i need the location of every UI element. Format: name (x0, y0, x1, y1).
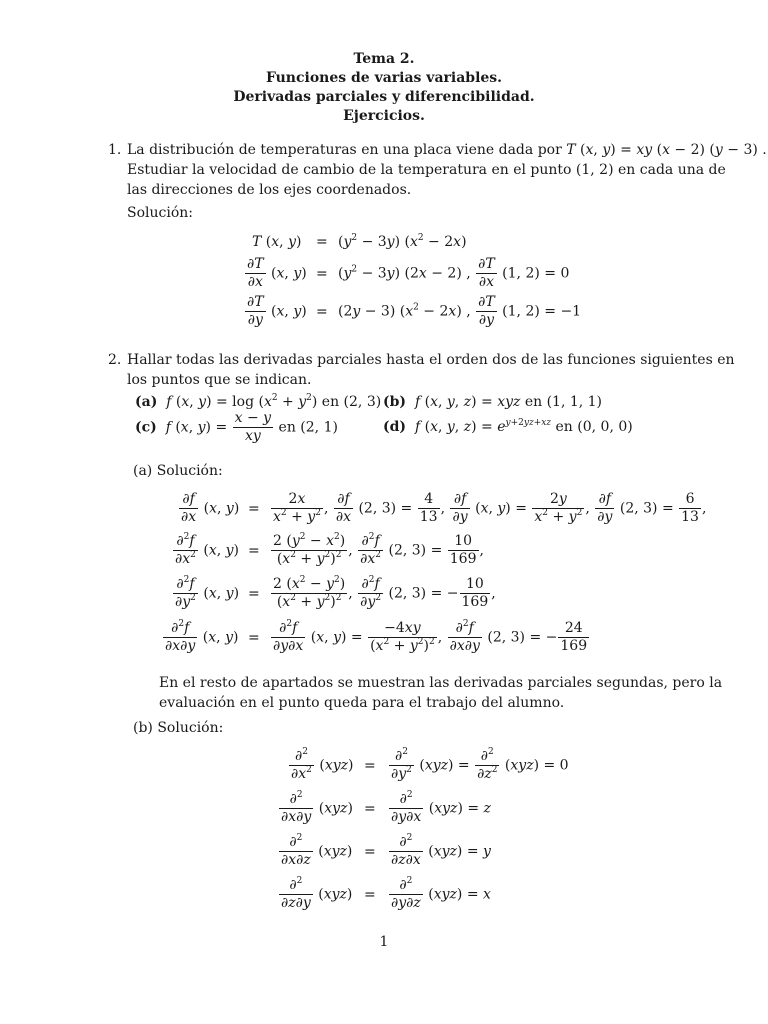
exercise-1-solution-label: Solución: (127, 205, 193, 221)
eqb-rhs-2: $\frac{\partial^2}{\partial y\partial x}$ (xyz) = z (391, 790, 491, 825)
eq1-lhs-1: T (x, y) (252, 234, 302, 250)
eqa-eq-2: = (248, 543, 260, 559)
eqa-lhs-3: $\frac{\partial^2f}{\partial y^2}$ (x, y) (175, 575, 240, 610)
eqb-eq-3: = (364, 844, 376, 860)
title-tema: Tema 2. (353, 51, 415, 67)
exercise-1-text-b: Estudiar la velocidad de cambio de la temperatura en el punto (1, 2) en cada una de (127, 162, 726, 178)
eqb-rhs-4: $\frac{\partial^2}{\partial y\partial z}$ (xyz) = x (391, 876, 491, 911)
title-ejercicios: Ejercicios. (343, 108, 425, 124)
eqa-lhs-2: $\frac{\partial^2f}{\partial x^2}$ (x, y) (175, 532, 240, 567)
exercise-1-text-a: La distribución de temperaturas en una placa viene dada por (127, 142, 562, 158)
eqa-rhs-1: $\frac{2x}{x^2 + y^2}$ , $\frac{\partial f}{\partial x}$ (2, 3) = $\frac{4}{13}$ , $\frac{\partial f}{\partial y}$ (x, y) = $\frac{2y}{x^2 + y^2}$ , $\frac{\partial f}{\partial y}$ (2, 3) = $\frac{6}{13}$ , (273, 491, 707, 525)
eqb-lhs-2: $\frac{\partial^2}{\partial x\partial y}$ (xyz) (281, 790, 353, 825)
solution-b-label: (b) Solución: (133, 720, 224, 736)
eq1-rhs-1: $(y^2 - 3y) (x^2 - 2x)$ (338, 233, 467, 250)
temperature-function: T (x, y) = xy (x − 2) (y − 3) . (566, 142, 767, 158)
eqa-rhs-4: $\frac{\partial^2f}{\partial y\partial x}$ (x, y) = $\frac{-4xy}{(x^2 + y^2)^2}$ , $\frac{\partial^2f}{\partial x\partial y}$ (2, 3) = − $\frac{24}{169}$ (273, 619, 588, 654)
eq1-lhs-3: $\frac{\partial T}{\partial y}$ (x, y) (247, 294, 307, 328)
solution-a-label: (a) Solución: (133, 463, 223, 479)
eqb-eq-2: = (364, 801, 376, 817)
note-line-a: En el resto de apartados se muestran las derivadas parciales segundas, pero la (159, 675, 723, 691)
eqb-rhs-3: $\frac{\partial^2}{\partial z\partial x}$ (xyz) = y (391, 833, 491, 868)
exercise-2-number: 2. (108, 352, 122, 368)
exercise-2-text-a: Hallar todas las derivadas parciales hasta el orden dos de las funciones siguientes en (127, 352, 735, 368)
item-d: (d) f (x, y, $z) = e^{y+2yz+xz}$ en (0, 0, 0) (383, 418, 633, 435)
item-b: (b) f (x, y, z) = xyz en (1, 1, 1) (383, 394, 603, 410)
eq1-lhs-2: $\frac{\partial T}{\partial x}$ (x, y) (247, 256, 307, 290)
item-c: (c) f (x, y) = $\frac{x - y}{xy}$ en (2, 1) (135, 410, 338, 444)
eqa-rhs-2: $\frac{2 (y^2 - x^2)}{(x^2 + y^2)^2}$ , $\frac{\partial^2f}{\partial x^2}$ (2, 3) = $\frac{10}{169}$ , (273, 532, 484, 567)
eqa-eq-3: = (248, 586, 260, 602)
title-subtopic: Derivadas parciales y diferencibilidad. (233, 89, 535, 105)
note-line-b: evaluación en el punto queda para el trabajo del alumno. (159, 695, 565, 711)
eqb-eq-4: = (364, 887, 376, 903)
eqa-eq-1: = (248, 501, 260, 517)
eqb-lhs-1: $\frac{\partial^2}{\partial x^2}$ (xyz) (291, 747, 354, 782)
exercise-2-text-b: los puntos que se indican. (127, 372, 312, 388)
eqb-lhs-3: $\frac{\partial^2}{\partial x\partial z}$ (xyz) (281, 833, 353, 868)
eq1-eq-3: = (316, 304, 328, 320)
title-topic: Funciones de varias variables. (265, 70, 503, 86)
eqa-eq-4: = (248, 630, 260, 646)
exercise-1-number: 1. (108, 142, 122, 158)
eqa-lhs-1: $\frac{\partial f}{\partial x}$ (x, y) (181, 491, 240, 525)
eq1-eq-1: = (316, 234, 328, 250)
exercise-1-text (127, 140, 767, 160)
eq1-rhs-2: $(y^2 - 3y) (2x - 2)$ , $\frac{\partial T}{\partial x}$ (1, 2) = 0 (338, 256, 570, 290)
eq1-rhs-3: (2y − 3) $(x^2 - 2x)$ , $\frac{\partial T}{\partial y}$ (1, 2) = −1 (338, 294, 582, 328)
eqb-eq-1: = (364, 758, 376, 774)
eqa-lhs-4: $\frac{\partial^2f}{\partial x\partial y}$ (x, y) (165, 619, 239, 654)
eqa-rhs-3: $\frac{2 (x^2 - y^2)}{(x^2 + y^2)^2}$ , $\frac{\partial^2f}{\partial y^2}$ (2, 3) = − $\frac{10}{169}$ , (273, 575, 496, 610)
eqb-rhs-1: $\frac{\partial^2}{\partial y^2}$ (xyz) = $\frac{\partial^2}{\partial z^2}$ (xyz) = 0 (391, 747, 569, 782)
exercise-1-text-c: las direcciones de los ejes coordenados. (127, 182, 412, 198)
item-a: (a) f (x, $y) = \log (x^2 + y^2)$ en (2, 3) (135, 393, 382, 410)
page-number: 1 (379, 934, 389, 950)
eq1-eq-2: = (316, 266, 328, 282)
eqb-lhs-4: $\frac{\partial^2}{\partial z\partial y}$ (xyz) (281, 876, 353, 911)
